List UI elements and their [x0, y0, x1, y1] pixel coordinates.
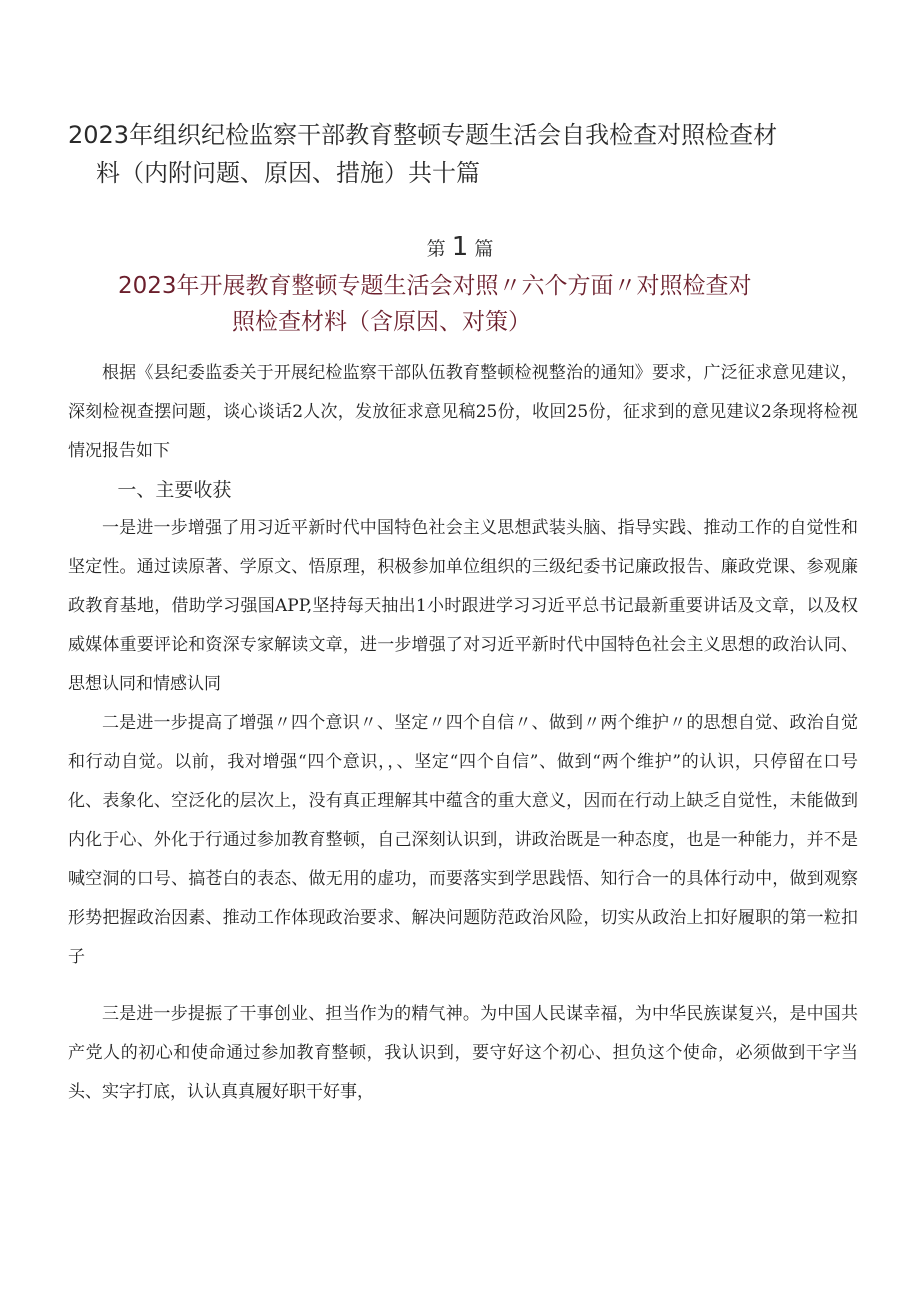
- section-title: [118, 268, 858, 340]
- section-number: [0, 232, 920, 264]
- intro-paragraph: 根据《县纪委监委关于开展纪检监察干部队伍教育整顿检视整治的通知》要求，广泛征求意见建议，深刻检视查摆问题，谈心谈话2人次，发放征求意见稿25份，收回25份，征求到的意见建议2条现将检视情况报告如下: [68, 363, 858, 461]
- document-title: [68, 116, 858, 192]
- heading-main-gains: 一、主要收获: [117, 479, 232, 501]
- paragraph-2: 二是进一步提高了增强〃四个意识〃、坚定〃四个自信〃、做到〃两个维护〃的思想自觉、政治自觉和行动自觉。以前，我对增强“四个意识，，、坚定“四个自信”、做到“两个维护”的认识，只停留在口号化、表象化、空泛化的层次上，没有真正理解其中蕴含的重大意义，因而在行动上缺乏自觉性，未能做到内化于心、外化于行通过参加教育整顿，自己深刻认识到，讲政治既是一种态度，也是一种能力，并不是喊空洞的口号、搞苍白的表态、做无用的虚功，而要落实到学思践悟、知行合一的具体行动中，做到观察形势把握政治因素、推动工作体现政治要求、解决问题防范政治风险，切实从政治上扣好履职的第一粒扣子: [68, 713, 858, 967]
- document-title-line1: 2023年组织纪检监察干部教育整顿专题生活会自我检查对照检查材: [68, 121, 778, 149]
- section-title-line1: 2023年开展教育整顿专题生活会对照〃六个方面〃对照检查对: [118, 273, 752, 299]
- document-title-line2: 料（内附问题、原因、措施）共十篇: [96, 159, 480, 187]
- paragraph-1: 一是进一步增强了用习近平新时代中国特色社会主义思想武装头脑、指导实践、推动工作的自觉性和坚定性。通过读原著、学原文、悟原理，积极参加单位组织的三级纪委书记廉政报告、廉政党课、参观廉政教育基地，借助学习强国APP,坚持每天抽出1小时跟进学习习近平总书记最新重要讲话及文章，以及权威媒体重要评论和资深专家解读文章，进一步增强了对习近平新时代中国特色社会主义思想的政治认同、思想认同和情感认同: [68, 518, 858, 694]
- section-number-value: 1: [451, 232, 469, 262]
- section-prefix: 第: [426, 238, 446, 260]
- document-body: [68, 354, 858, 1112]
- section-title-line2: 照检查材料（含原因、对策）: [232, 309, 531, 335]
- section-suffix: 篇: [474, 238, 494, 260]
- paragraph-3: 三是进一步提振了干事创业、担当作为的精气神。为中国人民谋幸福，为中华民族谋复兴，是中国共产党人的初心和使命通过参加教育整顿，我认识到，要守好这个初心、担负这个使命，必须做到干字当头、实字打底，认认真真履好职干好事，: [68, 1004, 858, 1102]
